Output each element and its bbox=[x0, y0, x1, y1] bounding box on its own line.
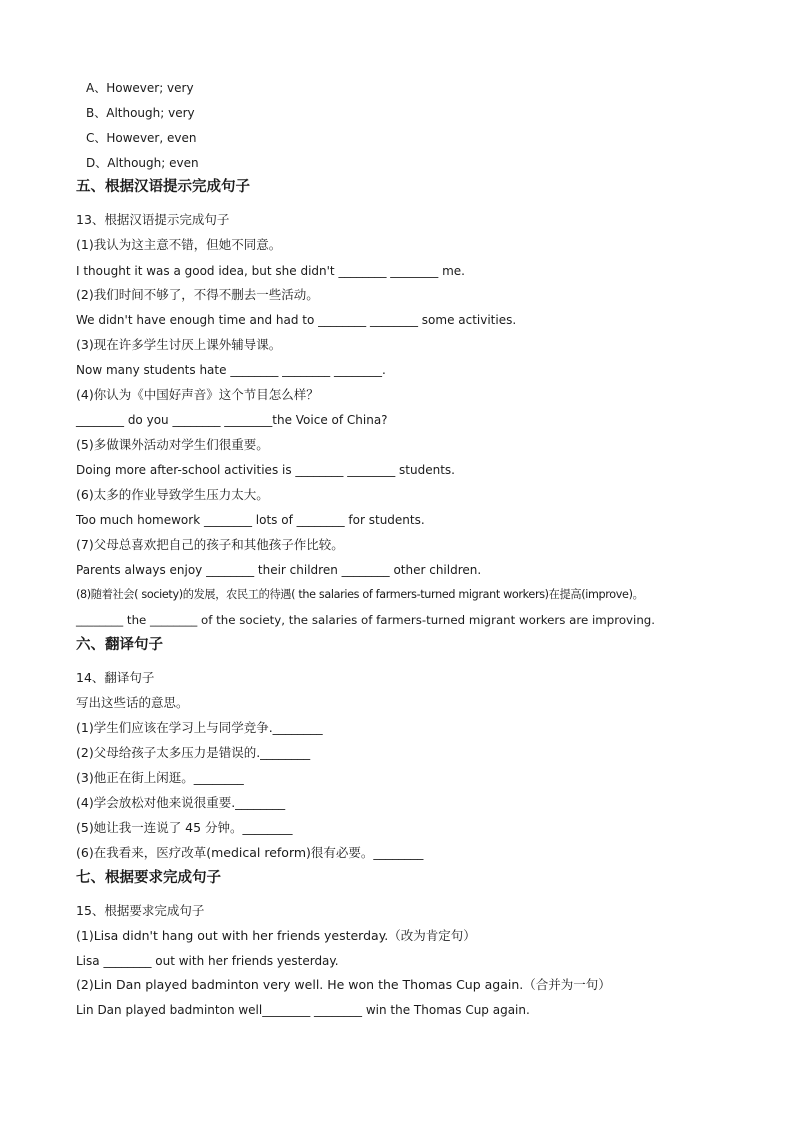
q13-item-5-cn: (5)多做课外活动对学生们很重要。 bbox=[76, 437, 269, 452]
q14-instruction: 写出这些话的意思。 bbox=[76, 695, 189, 710]
q15-item-2-answer: Lin Dan played badminton well________ ________ win the Thomas Cup again. bbox=[76, 1003, 530, 1017]
section-7-title: 七、根据要求完成句子 bbox=[76, 870, 221, 886]
option-b: B、Although; very bbox=[86, 106, 195, 120]
q13-item-3-en: Now many students hate ________ ________ ________. bbox=[76, 363, 386, 377]
option-c: C、However, even bbox=[86, 131, 197, 145]
option-a: A、However; very bbox=[86, 81, 194, 95]
q15-item-2-prompt: (2)Lin Dan played badminton very well. He won the Thomas Cup again.（合并为一句） bbox=[76, 977, 611, 992]
q14-item-4: (4)学会放松对他来说很重要.________ bbox=[76, 795, 286, 810]
q14-item-2: (2)父母给孩子太多压力是错误的.________ bbox=[76, 745, 311, 760]
q15-item-1-prompt: (1)Lisa didn't hang out with her friends yesterday.（改为肯定句） bbox=[76, 928, 476, 943]
question-13-heading: 13、根据汉语提示完成句子 bbox=[76, 212, 230, 227]
q13-item-7-cn: (7)父母总喜欢把自己的孩子和其他孩子作比较。 bbox=[76, 537, 344, 552]
q13-item-1-cn: (1)我认为这主意不错，但她不同意。 bbox=[76, 237, 282, 252]
q15-item-1-answer: Lisa ________ out with her friends yesterday. bbox=[76, 954, 339, 968]
q13-item-4-en: ________ do you ________ ________the Voice of China? bbox=[76, 413, 388, 427]
q13-item-6-en: Too much homework ________ lots of ________ for students. bbox=[76, 513, 425, 527]
q14-item-6: (6)在我看来，医疗改革(medical reform)很有必要。________ bbox=[76, 845, 424, 860]
q14-item-1: (1)学生们应该在学习上与同学竞争.________ bbox=[76, 720, 323, 735]
section-5-title: 五、根据汉语提示完成句子 bbox=[76, 179, 250, 195]
q13-item-6-cn: (6)太多的作业导致学生压力太大。 bbox=[76, 487, 269, 502]
question-14-heading: 14、翻译句子 bbox=[76, 670, 155, 685]
q13-item-2-cn: (2)我们时间不够了，不得不删去一些活动。 bbox=[76, 287, 319, 302]
section-6-title: 六、翻译句子 bbox=[76, 637, 163, 653]
q13-item-5-en: Doing more after-school activities is ________ ________ students. bbox=[76, 463, 455, 477]
q14-item-5: (5)她让我一连说了 45 分钟。________ bbox=[76, 820, 293, 835]
q13-item-7-en: Parents always enjoy ________ their children ________ other children. bbox=[76, 563, 482, 577]
q13-item-8-en: ________ the ________ of the society, the salaries of farmers-turned migrant workers are improving. bbox=[76, 613, 656, 627]
option-d: D、Although; even bbox=[86, 156, 199, 170]
q13-item-4-cn: (4)你认为《中国好声音》这个节目怎么样？ bbox=[76, 387, 319, 402]
q13-item-2-en: We didn't have enough time and had to ________ ________ some activities. bbox=[76, 313, 517, 327]
question-15-heading: 15、根据要求完成句子 bbox=[76, 903, 205, 918]
q13-item-8-cn: (8)随着社会( society)的发展，农民工的待遇( the salaries of farmers-turned migrant workers)在提高(improve)。 bbox=[76, 588, 644, 601]
q13-item-3-cn: (3)现在许多学生讨厌上课外辅导课。 bbox=[76, 337, 282, 352]
q13-item-1-en: I thought it was a good idea, but she didn't ________ ________ me. bbox=[76, 264, 465, 278]
q14-item-3: (3)他正在街上闲逛。________ bbox=[76, 770, 244, 785]
